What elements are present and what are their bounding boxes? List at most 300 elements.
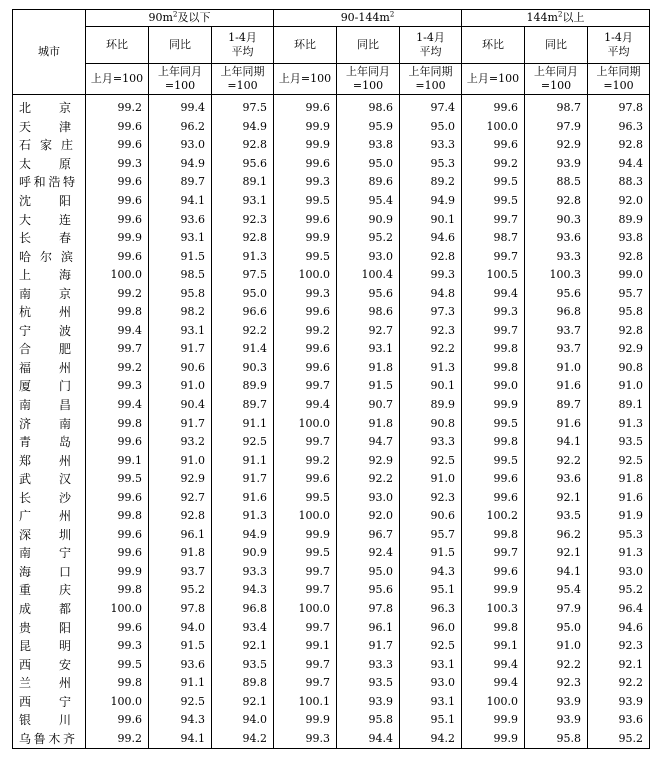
value-cell: 97.5	[212, 95, 274, 118]
value-cell: 95.0	[337, 155, 400, 174]
city-name-cell: 昆明	[13, 637, 86, 656]
city-name-cell: 济南	[13, 414, 86, 433]
value-cell: 99.6	[86, 526, 149, 545]
value-cell: 92.5	[212, 433, 274, 452]
value-cell: 94.2	[400, 730, 462, 749]
value-cell: 99.6	[274, 359, 337, 378]
value-cell: 96.6	[212, 303, 274, 322]
value-cell: 92.0	[337, 507, 400, 526]
group-header-medium: $90-144m^2$	[274, 10, 462, 27]
value-cell: 91.3	[212, 247, 274, 266]
value-cell: 95.8	[149, 284, 212, 303]
value-cell: 98.5	[149, 266, 212, 285]
value-cell: 95.9	[337, 118, 400, 137]
value-cell: 99.6	[86, 618, 149, 637]
value-cell: 98.7	[525, 95, 588, 118]
value-cell: 99.2	[86, 95, 149, 118]
value-cell: 91.1	[149, 674, 212, 693]
table-row	[13, 95, 650, 118]
table-row	[13, 173, 650, 192]
value-cell: 99.1	[462, 637, 525, 656]
city-name-cell: 福州	[13, 359, 86, 378]
value-cell: 92.1	[588, 655, 650, 674]
value-cell: 99.4	[462, 284, 525, 303]
value-cell: 96.8	[212, 600, 274, 619]
base-header-small-0: 上月=100	[86, 64, 149, 95]
value-cell: 93.5	[212, 655, 274, 674]
value-cell: 92.4	[337, 544, 400, 563]
city-name-cell: 石家庄	[13, 136, 86, 155]
table-row	[13, 655, 650, 674]
table-row	[13, 192, 650, 211]
value-cell: 99.8	[86, 581, 149, 600]
value-cell: 96.8	[525, 303, 588, 322]
value-cell: 100.0	[86, 600, 149, 619]
value-cell: 93.6	[149, 210, 212, 229]
value-cell: 99.8	[462, 526, 525, 545]
value-cell: 95.6	[337, 284, 400, 303]
value-cell: 99.3	[86, 377, 149, 396]
value-cell: 99.6	[274, 303, 337, 322]
value-cell: 99.8	[86, 674, 149, 693]
value-cell: 95.4	[337, 192, 400, 211]
table-header	[13, 10, 650, 95]
table-row	[13, 414, 650, 433]
value-cell: 96.0	[400, 618, 462, 637]
value-cell: 91.3	[212, 507, 274, 526]
value-cell: 96.7	[337, 526, 400, 545]
value-cell: 91.6	[588, 488, 650, 507]
value-cell: 99.8	[462, 340, 525, 359]
value-cell: 93.1	[149, 322, 212, 341]
city-name-cell: 银川	[13, 711, 86, 730]
value-cell: 91.8	[337, 414, 400, 433]
value-cell: 96.1	[337, 618, 400, 637]
value-cell: 93.0	[149, 136, 212, 155]
value-cell: 91.0	[525, 359, 588, 378]
value-cell: 92.8	[212, 136, 274, 155]
city-name-cell: 大连	[13, 210, 86, 229]
value-cell: 89.8	[212, 674, 274, 693]
value-cell: 99.7	[274, 377, 337, 396]
city-name-cell: 上海	[13, 266, 86, 285]
value-cell: 99.9	[86, 563, 149, 582]
value-cell: 89.6	[337, 173, 400, 192]
value-cell: 95.7	[400, 526, 462, 545]
value-cell: 93.3	[400, 136, 462, 155]
value-cell: 93.0	[400, 674, 462, 693]
value-cell: 99.2	[274, 451, 337, 470]
value-cell: 89.7	[149, 173, 212, 192]
value-cell: 95.1	[400, 711, 462, 730]
value-cell: 93.3	[337, 655, 400, 674]
value-cell: 100.5	[462, 266, 525, 285]
value-cell: 99.6	[86, 173, 149, 192]
value-cell: 94.9	[212, 118, 274, 137]
value-cell: 88.5	[525, 173, 588, 192]
value-cell: 94.3	[212, 581, 274, 600]
value-cell: 94.8	[400, 284, 462, 303]
value-cell: 97.9	[525, 600, 588, 619]
value-cell: 95.2	[588, 581, 650, 600]
value-cell: 99.5	[274, 544, 337, 563]
value-cell: 90.1	[400, 377, 462, 396]
value-cell: 92.8	[149, 507, 212, 526]
value-cell: 99.7	[274, 581, 337, 600]
city-name-cell: 太原	[13, 155, 86, 174]
value-cell: 99.5	[86, 470, 149, 489]
value-cell: 99.7	[274, 433, 337, 452]
value-cell: 99.9	[462, 396, 525, 415]
value-cell: 95.2	[149, 581, 212, 600]
value-cell: 96.2	[525, 526, 588, 545]
value-cell: 94.6	[400, 229, 462, 248]
value-cell: 95.6	[525, 284, 588, 303]
city-name-cell: 郑州	[13, 451, 86, 470]
value-cell: 99.2	[86, 730, 149, 749]
value-cell: 90.1	[400, 210, 462, 229]
value-cell: 99.6	[86, 192, 149, 211]
value-cell: 99.9	[274, 136, 337, 155]
value-cell: 93.7	[525, 340, 588, 359]
value-cell: 91.5	[149, 637, 212, 656]
table-row	[13, 340, 650, 359]
group-header-large: $144m^2$以上	[462, 10, 650, 27]
value-cell: 99.8	[462, 618, 525, 637]
value-cell: 96.4	[588, 600, 650, 619]
value-cell: 99.7	[462, 210, 525, 229]
value-cell: 99.5	[274, 247, 337, 266]
base-header-medium-0: 上月=100	[274, 64, 337, 95]
value-cell: 92.2	[525, 451, 588, 470]
value-cell: 91.1	[212, 451, 274, 470]
value-cell: 99.0	[588, 266, 650, 285]
sub-header-medium-2: 1-4月 平均	[400, 27, 462, 64]
base-header-large-1: 上年同月 =100	[525, 64, 588, 95]
city-name-cell: 沈阳	[13, 192, 86, 211]
value-cell: 94.1	[525, 563, 588, 582]
value-cell: 99.7	[86, 340, 149, 359]
value-cell: 98.7	[462, 229, 525, 248]
value-cell: 91.0	[149, 377, 212, 396]
table-row	[13, 266, 650, 285]
table-row	[13, 284, 650, 303]
value-cell: 97.4	[400, 95, 462, 118]
value-cell: 99.9	[462, 581, 525, 600]
value-cell: 92.0	[588, 192, 650, 211]
value-cell: 95.3	[400, 155, 462, 174]
value-cell: 99.2	[86, 284, 149, 303]
city-name-cell: 天津	[13, 118, 86, 137]
value-cell: 93.7	[525, 322, 588, 341]
value-cell: 92.8	[212, 229, 274, 248]
value-cell: 92.8	[400, 247, 462, 266]
sub-header-large-2: 1-4月 平均	[588, 27, 650, 64]
city-name-cell: 兰州	[13, 674, 86, 693]
value-cell: 91.8	[588, 470, 650, 489]
city-name-cell: 宁波	[13, 322, 86, 341]
value-cell: 99.5	[462, 173, 525, 192]
value-cell: 99.9	[462, 711, 525, 730]
value-cell: 99.5	[462, 451, 525, 470]
value-cell: 99.5	[462, 192, 525, 211]
value-cell: 89.2	[400, 173, 462, 192]
sub-header-medium-0: 环比	[274, 27, 337, 64]
value-cell: 100.0	[274, 507, 337, 526]
table-row	[13, 563, 650, 582]
value-cell: 93.0	[337, 247, 400, 266]
value-cell: 96.3	[400, 600, 462, 619]
value-cell: 93.8	[337, 136, 400, 155]
value-cell: 93.9	[588, 693, 650, 712]
value-cell: 94.0	[149, 618, 212, 637]
value-cell: 92.3	[212, 210, 274, 229]
value-cell: 91.0	[149, 451, 212, 470]
city-name-cell: 重庆	[13, 581, 86, 600]
value-cell: 93.3	[525, 247, 588, 266]
value-cell: 91.5	[149, 247, 212, 266]
value-cell: 99.2	[86, 359, 149, 378]
value-cell: 99.6	[274, 470, 337, 489]
value-cell: 94.3	[149, 711, 212, 730]
value-cell: 97.8	[149, 600, 212, 619]
city-name-cell: 杭州	[13, 303, 86, 322]
value-cell: 96.3	[588, 118, 650, 137]
value-cell: 92.3	[588, 637, 650, 656]
value-cell: 99.6	[274, 340, 337, 359]
value-cell: 93.1	[149, 229, 212, 248]
value-cell: 92.2	[588, 674, 650, 693]
sub-header-large-0: 环比	[462, 27, 525, 64]
base-header-row	[13, 64, 650, 95]
value-cell: 94.4	[588, 155, 650, 174]
value-cell: 99.6	[274, 155, 337, 174]
value-cell: 91.8	[149, 544, 212, 563]
table-row	[13, 229, 650, 248]
value-cell: 90.8	[400, 414, 462, 433]
value-cell: 95.2	[588, 730, 650, 749]
value-cell: 97.8	[588, 95, 650, 118]
price-index-table	[12, 9, 650, 749]
value-cell: 92.9	[337, 451, 400, 470]
value-cell: 100.3	[525, 266, 588, 285]
value-cell: 99.9	[274, 526, 337, 545]
city-name-cell: 广州	[13, 507, 86, 526]
value-cell: 98.6	[337, 303, 400, 322]
value-cell: 89.1	[588, 396, 650, 415]
value-cell: 93.8	[588, 229, 650, 248]
table-row	[13, 618, 650, 637]
value-cell: 93.5	[588, 433, 650, 452]
value-cell: 88.3	[588, 173, 650, 192]
value-cell: 99.4	[86, 396, 149, 415]
value-cell: 99.6	[274, 210, 337, 229]
city-name-cell: 长春	[13, 229, 86, 248]
table-row	[13, 136, 650, 155]
value-cell: 94.9	[400, 192, 462, 211]
value-cell: 91.0	[588, 377, 650, 396]
value-cell: 95.8	[337, 711, 400, 730]
value-cell: 89.9	[400, 396, 462, 415]
value-cell: 95.1	[400, 581, 462, 600]
value-cell: 93.9	[525, 711, 588, 730]
value-cell: 92.3	[400, 488, 462, 507]
value-cell: 99.8	[462, 359, 525, 378]
value-cell: 92.8	[525, 192, 588, 211]
value-cell: 92.2	[400, 340, 462, 359]
value-cell: 92.2	[337, 470, 400, 489]
value-cell: 92.2	[525, 655, 588, 674]
value-cell: 90.9	[212, 544, 274, 563]
value-cell: 94.3	[400, 563, 462, 582]
value-cell: 92.5	[149, 693, 212, 712]
value-cell: 91.7	[149, 414, 212, 433]
value-cell: 99.6	[86, 433, 149, 452]
value-cell: 91.6	[212, 488, 274, 507]
table-row	[13, 600, 650, 619]
value-cell: 99.3	[400, 266, 462, 285]
value-cell: 95.4	[525, 581, 588, 600]
value-cell: 99.3	[462, 303, 525, 322]
value-cell: 95.0	[212, 284, 274, 303]
value-cell: 93.1	[212, 192, 274, 211]
value-cell: 90.7	[337, 396, 400, 415]
value-cell: 94.4	[337, 730, 400, 749]
value-cell: 92.9	[149, 470, 212, 489]
sub-header-row	[13, 27, 650, 64]
table-row	[13, 730, 650, 749]
city-name-cell: 武汉	[13, 470, 86, 489]
value-cell: 99.3	[274, 284, 337, 303]
value-cell: 94.6	[588, 618, 650, 637]
table-row	[13, 488, 650, 507]
value-cell: 89.1	[212, 173, 274, 192]
value-cell: 99.6	[86, 118, 149, 137]
value-cell: 99.4	[462, 674, 525, 693]
table-row	[13, 693, 650, 712]
value-cell: 93.6	[525, 229, 588, 248]
city-name-cell: 厦门	[13, 377, 86, 396]
value-cell: 100.2	[462, 507, 525, 526]
value-cell: 99.3	[86, 637, 149, 656]
city-name-cell: 北京	[13, 95, 86, 118]
table-row	[13, 322, 650, 341]
value-cell: 93.5	[525, 507, 588, 526]
value-cell: 99.6	[462, 136, 525, 155]
value-cell: 89.9	[212, 377, 274, 396]
value-cell: 93.4	[212, 618, 274, 637]
value-cell: 94.2	[212, 730, 274, 749]
value-cell: 93.0	[588, 563, 650, 582]
value-cell: 91.7	[337, 637, 400, 656]
value-cell: 99.1	[274, 637, 337, 656]
value-cell: 93.3	[212, 563, 274, 582]
value-cell: 99.6	[86, 247, 149, 266]
value-cell: 99.8	[86, 414, 149, 433]
value-cell: 94.1	[149, 192, 212, 211]
value-cell: 99.9	[274, 711, 337, 730]
value-cell: 100.0	[86, 693, 149, 712]
value-cell: 90.6	[400, 507, 462, 526]
value-cell: 93.9	[337, 693, 400, 712]
value-cell: 93.9	[525, 155, 588, 174]
table-row	[13, 118, 650, 137]
value-cell: 96.1	[149, 526, 212, 545]
value-cell: 99.6	[86, 544, 149, 563]
value-cell: 99.4	[462, 655, 525, 674]
value-cell: 94.1	[149, 730, 212, 749]
sub-header-small-2: 1-4月 平均	[212, 27, 274, 64]
city-name-cell: 合肥	[13, 340, 86, 359]
table-row	[13, 544, 650, 563]
value-cell: 92.1	[525, 544, 588, 563]
value-cell: 95.3	[588, 526, 650, 545]
value-cell: 99.9	[274, 229, 337, 248]
value-cell: 99.7	[462, 247, 525, 266]
table-row	[13, 470, 650, 489]
value-cell: 89.9	[588, 210, 650, 229]
value-cell: 94.1	[525, 433, 588, 452]
value-cell: 91.5	[400, 544, 462, 563]
value-cell: 93.1	[337, 340, 400, 359]
city-name-cell: 西安	[13, 655, 86, 674]
base-header-large-2: 上年同期 =100	[588, 64, 650, 95]
value-cell: 95.7	[588, 284, 650, 303]
table-row	[13, 674, 650, 693]
city-name-cell: 西宁	[13, 693, 86, 712]
value-cell: 99.6	[86, 711, 149, 730]
city-name-cell: 海口	[13, 563, 86, 582]
value-cell: 95.8	[588, 303, 650, 322]
value-cell: 99.9	[274, 118, 337, 137]
city-name-cell: 呼和浩特	[13, 173, 86, 192]
value-cell: 99.4	[86, 322, 149, 341]
value-cell: 91.7	[149, 340, 212, 359]
city-name-cell: 南京	[13, 284, 86, 303]
value-cell: 96.2	[149, 118, 212, 137]
value-cell: 92.7	[149, 488, 212, 507]
value-cell: 90.8	[588, 359, 650, 378]
value-cell: 92.9	[525, 136, 588, 155]
table-row	[13, 247, 650, 266]
base-header-large-0: 上月=100	[462, 64, 525, 95]
city-name-cell: 成都	[13, 600, 86, 619]
value-cell: 99.4	[274, 396, 337, 415]
value-cell: 99.2	[462, 155, 525, 174]
value-cell: 97.9	[525, 118, 588, 137]
value-cell: 95.0	[400, 118, 462, 137]
city-name-cell: 深圳	[13, 526, 86, 545]
value-cell: 100.4	[337, 266, 400, 285]
value-cell: 100.3	[462, 600, 525, 619]
value-cell: 93.1	[400, 655, 462, 674]
value-cell: 99.6	[86, 210, 149, 229]
city-column-header: 城市	[13, 10, 86, 95]
value-cell: 98.2	[149, 303, 212, 322]
value-cell: 92.5	[400, 451, 462, 470]
sub-header-large-1: 同比	[525, 27, 588, 64]
value-cell: 93.6	[588, 711, 650, 730]
value-cell: 91.0	[400, 470, 462, 489]
value-cell: 92.1	[212, 637, 274, 656]
city-name-cell: 哈尔滨	[13, 247, 86, 266]
value-cell: 89.7	[525, 396, 588, 415]
price-index-table-container	[12, 9, 650, 749]
value-cell: 99.2	[274, 322, 337, 341]
value-cell: 91.7	[212, 470, 274, 489]
value-cell: 100.0	[274, 414, 337, 433]
city-name-cell: 青岛	[13, 433, 86, 452]
